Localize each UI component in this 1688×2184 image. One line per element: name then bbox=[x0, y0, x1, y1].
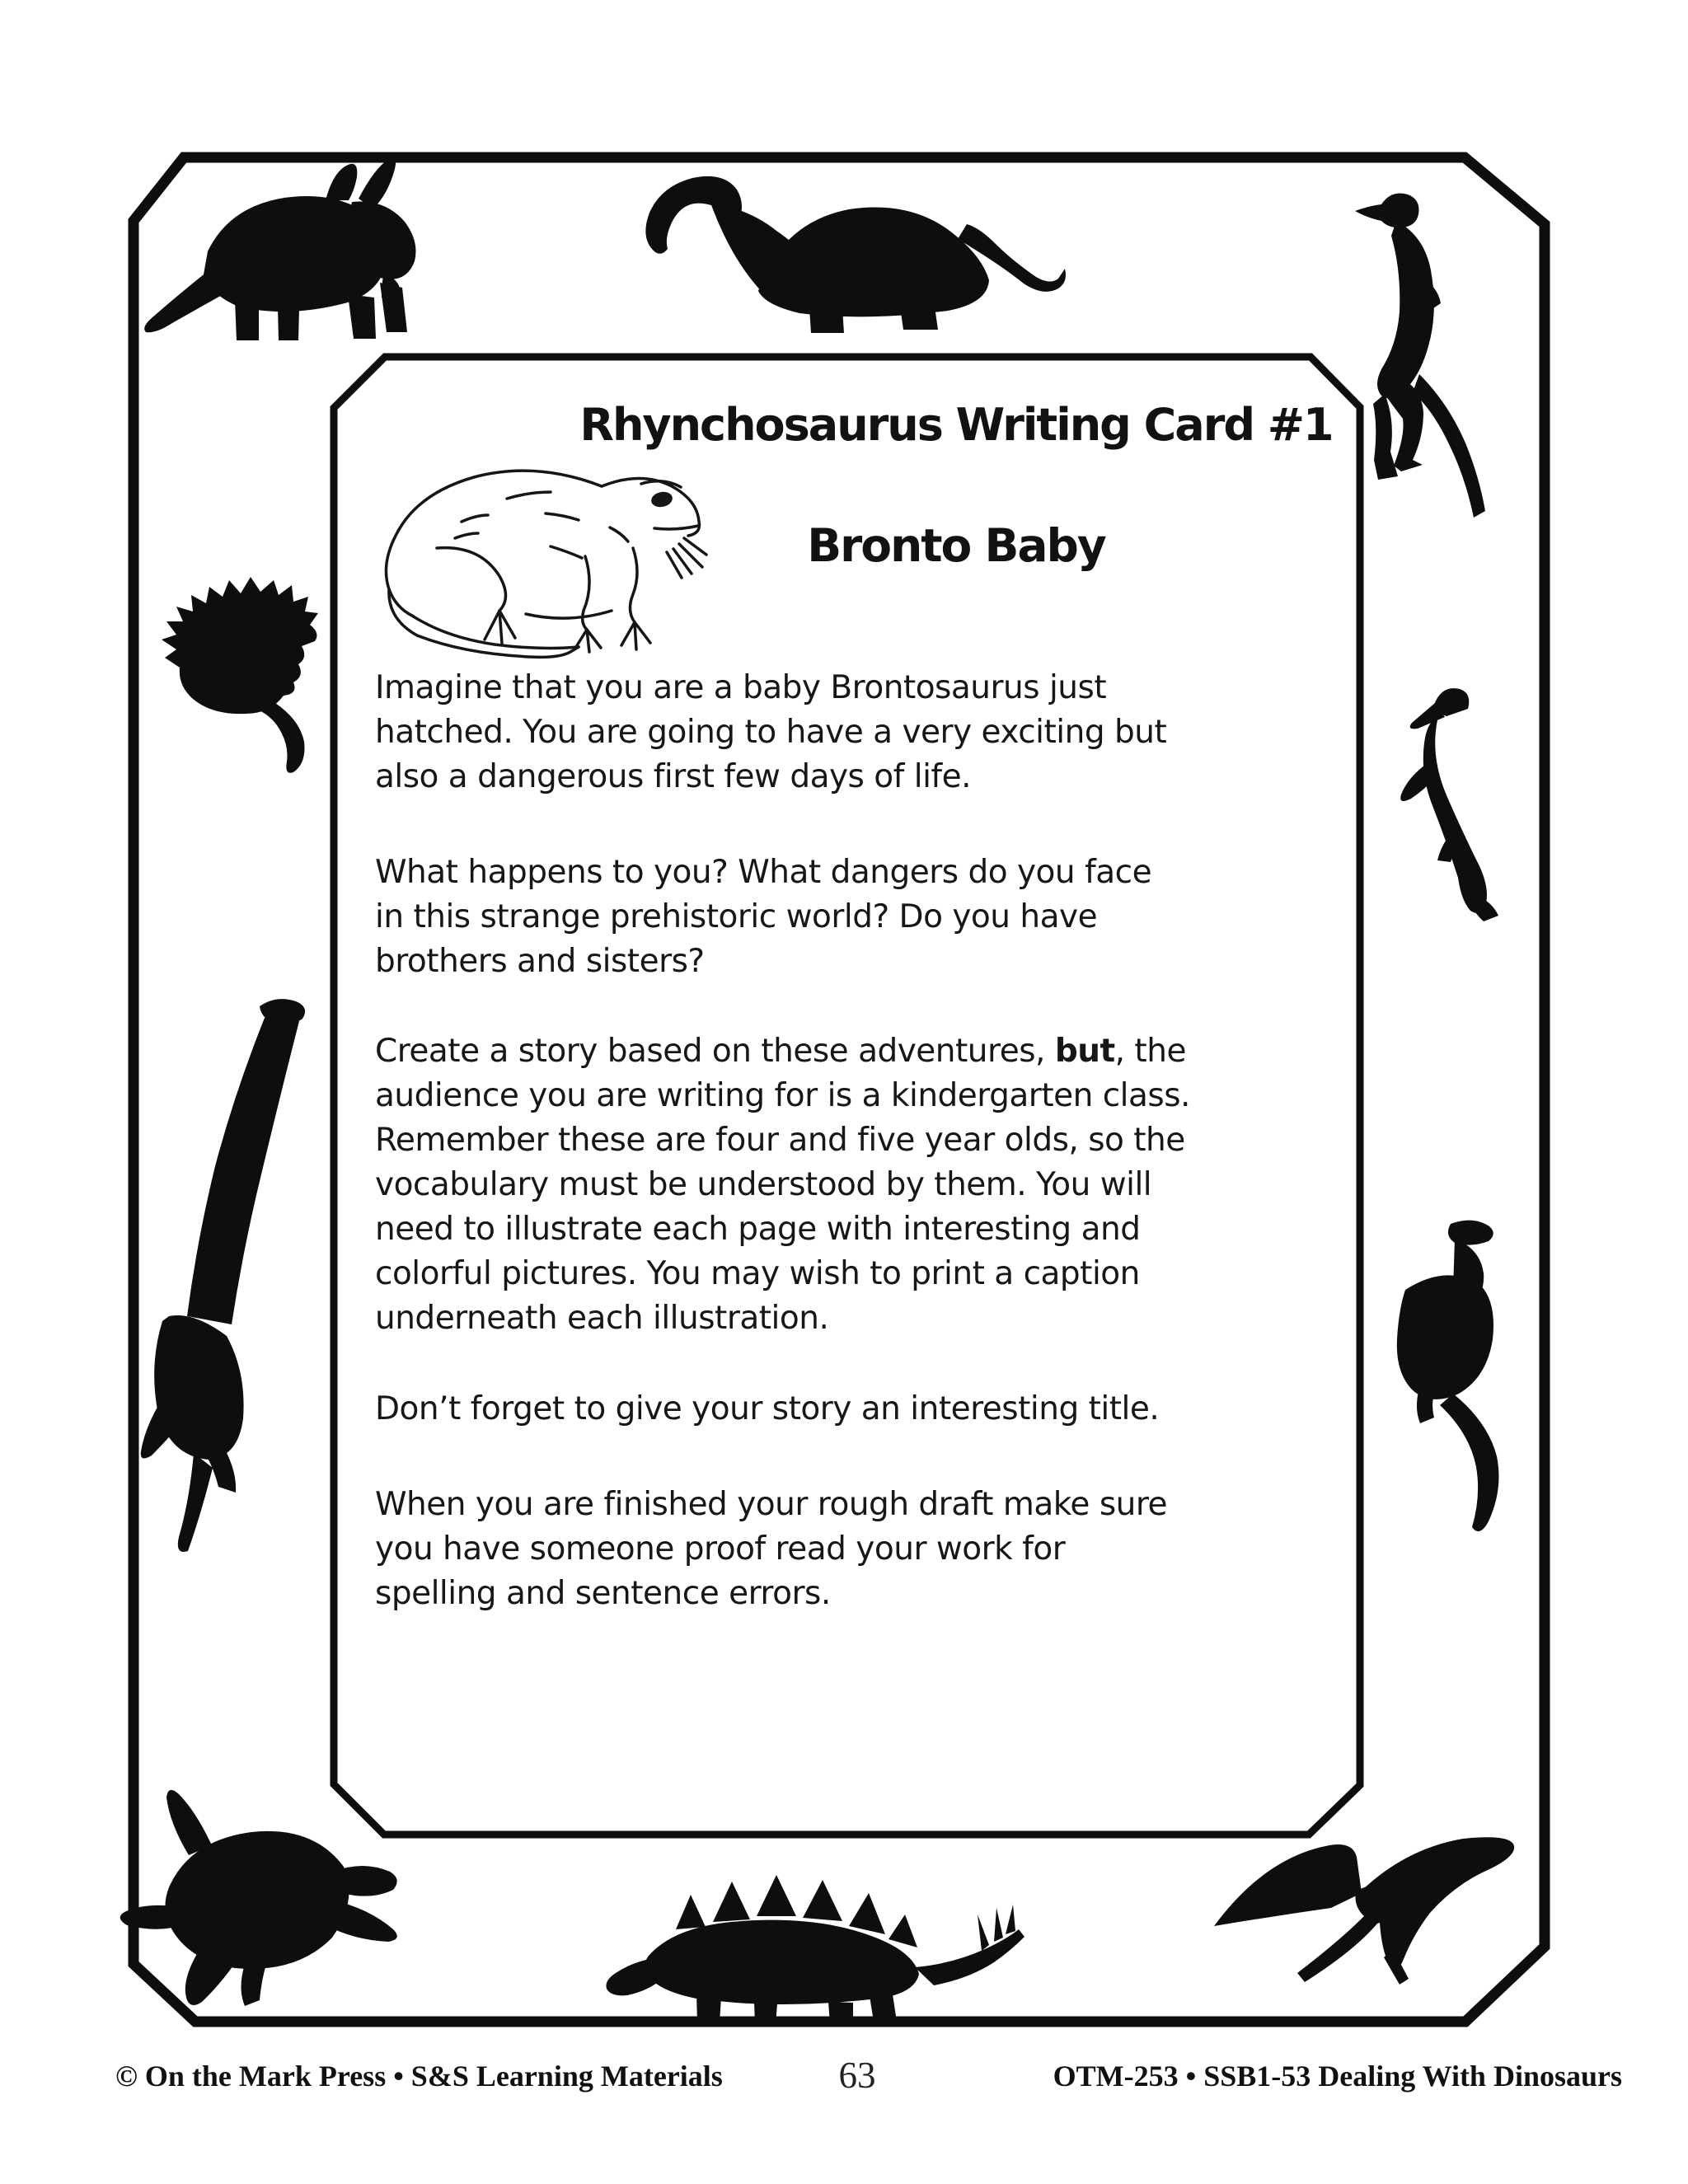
triceratops-silhouette bbox=[138, 152, 463, 342]
plesiosaur-silhouette bbox=[136, 993, 326, 1562]
card-subtitle: Bronto Baby bbox=[807, 519, 1105, 572]
shaggy-beast-silhouette bbox=[147, 560, 324, 776]
paragraph-create-story-rest bbox=[375, 1074, 1190, 1341]
text-line: need to illustrate each page with interesting and bbox=[375, 1211, 1141, 1248]
text-line: audience you are writing for is a kindergarten class. bbox=[375, 1077, 1190, 1114]
paragraph-title-reminder bbox=[375, 1387, 1159, 1432]
text-line: Don’t forget to give your story an interesting title. bbox=[375, 1390, 1160, 1427]
create-story-pre: Create a story based on these adventures, bbox=[375, 1033, 1055, 1070]
paragraph-proofread bbox=[375, 1483, 1167, 1616]
paragraph-create-story-line-1 bbox=[375, 1029, 1190, 1074]
parasaurolophus-silhouette bbox=[1372, 1216, 1537, 1570]
text-line: vocabulary must be understood by them. You will bbox=[375, 1166, 1152, 1203]
text-line: colorful pictures. You may wish to print a caption bbox=[375, 1255, 1140, 1292]
footer-catalog: OTM-253 • SSB1-53 Dealing With Dinosaurs bbox=[1053, 2060, 1622, 2093]
paragraph-questions bbox=[375, 851, 1151, 984]
text-line: Remember these are four and five year olds, so the bbox=[375, 1122, 1185, 1159]
create-story-bold-but: but bbox=[1054, 1033, 1115, 1070]
text-line: you have someone proof read your work for bbox=[375, 1530, 1066, 1568]
text-line: brothers and sisters? bbox=[375, 943, 705, 980]
brontosaurus-silhouette bbox=[635, 163, 1071, 316]
sea-turtle-silhouette bbox=[111, 1784, 404, 2011]
text-line: Imagine that you are a baby Brontosaurus just bbox=[375, 669, 1107, 706]
create-story-post: , the bbox=[1114, 1033, 1186, 1070]
text-line: also a dangerous first few days of life. bbox=[375, 758, 972, 795]
text-line: What happens to you? What dangers do you face bbox=[375, 854, 1152, 891]
rhynchosaurus-line-drawing bbox=[338, 449, 709, 668]
text-line: spelling and sentence errors. bbox=[375, 1575, 831, 1612]
pteranodon-silhouette bbox=[1207, 1834, 1570, 2015]
card-title: Rhynchosaurus Writing Card #1 bbox=[579, 399, 1333, 451]
text-line: hatched. You are going to have a very exciting but bbox=[375, 714, 1167, 751]
text-line: When you are finished your rough draft make sure bbox=[375, 1486, 1168, 1523]
upright-raptor-silhouette bbox=[1342, 188, 1507, 522]
paragraph-create-story bbox=[375, 1029, 1190, 1341]
text-line: in this strange prehistoric world? Do you have bbox=[375, 898, 1098, 935]
mosasaur-silhouette bbox=[1389, 680, 1525, 923]
footer-publisher: © On the Mark Press • S&S Learning Materials bbox=[115, 2060, 723, 2093]
paragraph-imagine bbox=[375, 666, 1166, 799]
stegosaurus-silhouette bbox=[598, 1858, 1047, 2023]
text-line: underneath each illustration. bbox=[375, 1300, 829, 1337]
footer-page-number: 63 bbox=[838, 2055, 876, 2096]
